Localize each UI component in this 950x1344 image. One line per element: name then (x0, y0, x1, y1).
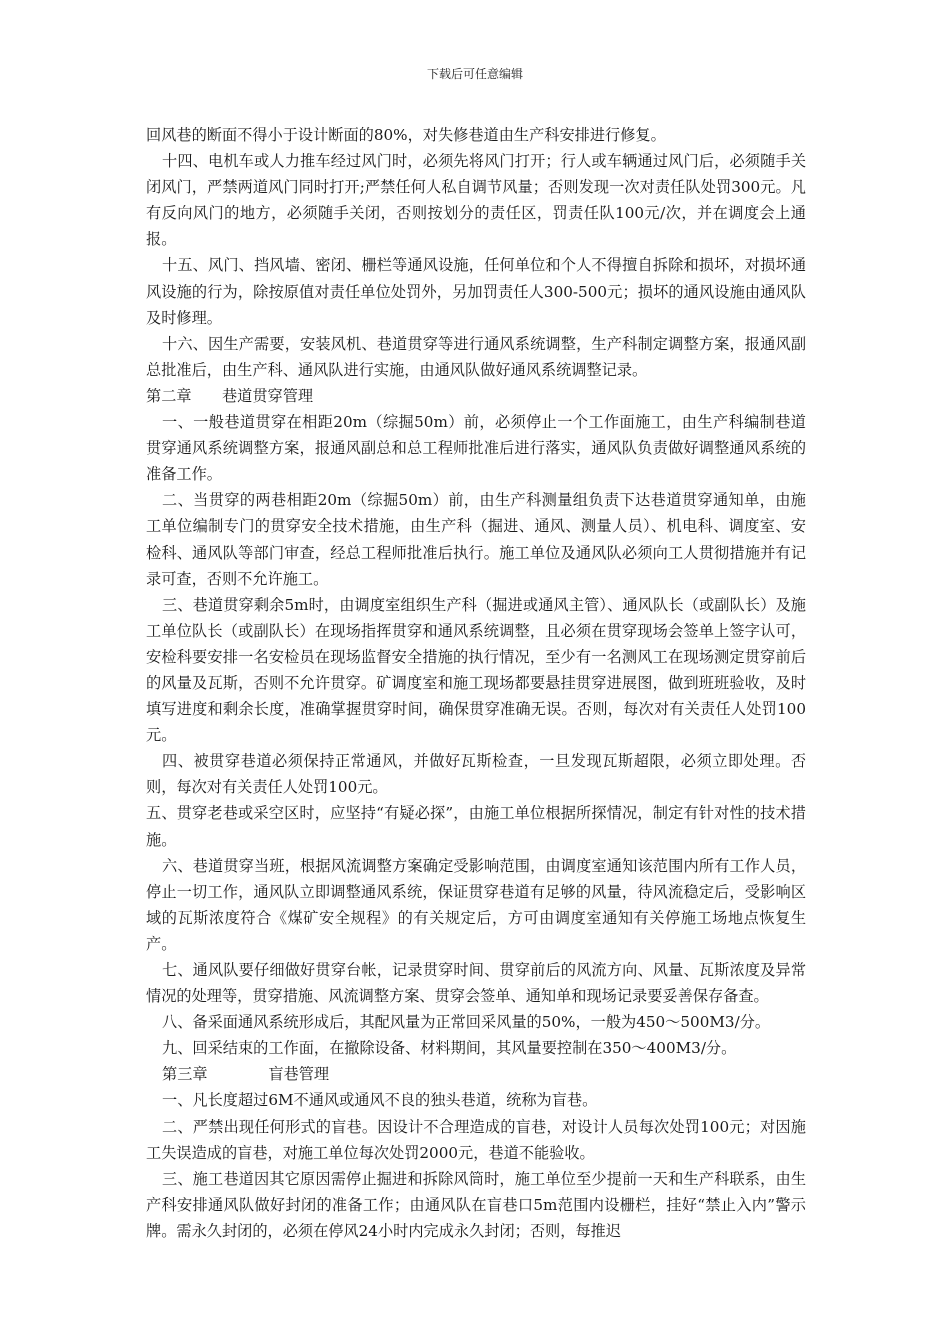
paragraph-ch3-item-3: 三、施工巷道因其它原因需停止掘进和拆除风筒时，施工单位至少提前一天和生产科联系，由生产科安排通风队做好封闭的准备工作；由通风队在盲巷口5m范围内设栅栏，挂好“禁止入内”警示牌。需永久封闭的，必须在停风24小时内完成永久封闭；否则，每推迟 (146, 1169, 806, 1240)
paragraph-ch2-item-3: 三、巷道贯穿剩余5m时，由调度室组织生产科（掘进或通风主管）、通风队长（或副队长）及施工单位队长（或副队长）在现场指挥贯穿和通风系统调整，且必须在贯穿现场会签单上签字认可，安检科要安排一名安检员在现场监督安全措施的执行情况，至少有一名测风工在现场测定贯穿前后的风量及瓦斯，否则不允许贯穿。矿调度室和施工现场都要悬挂贯穿进展图，做到班班验收，及时填写进度和剩余长度，准确掌握贯穿时间，确保贯穿准确无误。否则，每次对有关责任人处罚100元。 (146, 595, 806, 745)
paragraph-ch2-item-6: 六、巷道贯穿当班，根据风流调整方案确定受影响范围，由调度室通知该范围内所有工作人员，停止一切工作，通风队立即调整通风系统，保证贯穿巷道有足够的风量，待风流稳定后，受影响区域的瓦斯浓度符合《煤矿安全规程》的有关规定后，方可由调度室通知有关停施工场地点恢复生产。 (146, 856, 806, 953)
paragraph-ch2-item-5: 五、贯穿老巷或采空区时，应坚持“有疑必探”，由施工单位根据所探情况，制定有针对性的技术措施。 (146, 804, 806, 849)
paragraph-ch2-item-9: 九、回采结束的工作面，在撤除设备、材料期间，其风量要控制在350～400M3/分。 (162, 1039, 737, 1058)
paragraph-article-14: 十四、电机车或人力推车经过风门时，必须先将风门打开；行人或车辆通过风门后，必须随手关闭风门，严禁两道风门同时打开;严禁任何人私自调节风量；否则发现一次对责任队处罚300元。凡有反向风门的地方，必须随手关闭，否则按划分的责任区，罚责任队100元/次，并在调度会上通报。 (146, 152, 806, 249)
paragraph: 回风巷的断面不得小于设计断面的80%，对失修巷道由生产科安排进行修复。 (146, 126, 666, 144)
paragraph-ch3-item-2: 二、严禁出现任何形式的盲巷。因设计不合理造成的盲巷，对设计人员每次处罚100元；对因施工失误造成的盲巷，对施工单位每次处罚2000元，巷道不能验收。 (146, 1117, 806, 1162)
paragraph-ch2-item-8: 八、备采面通风系统形成后，其配风量为正常回采风量的50%，一般为450～500M3/分。 (162, 1013, 771, 1032)
page-header: 下载后可任意编辑 (426, 67, 523, 81)
chapter-heading-2: 第二章 巷道贯穿管理 (146, 386, 314, 405)
document-body (146, 122, 806, 1244)
paragraph-ch2-item-7: 七、通风队要仔细做好贯穿台帐，记录贯穿时间、贯穿前后的风流方向、风量、瓦斯浓度及异常情况的处理等，贯穿措施、风流调整方案、贯穿会签单、通知单和现场记录要妥善保存备查。 (146, 961, 806, 1006)
paragraph-ch2-item-2: 二、当贯穿的两巷相距20m（综掘50m）前，由生产科测量组负责下达巷道贯穿通知单，由施工单位编制专门的贯穿安全技术措施，由生产科（掘进、通风、测量人员）、机电科、调度室、安检科、通风队等部门审查，经总工程师批准后执行。施工单位及通风队必须向工人贯彻措施并有记录可查，否则不允许施工。 (146, 491, 806, 588)
paragraph-ch3-item-1: 一、凡长度超过6M不通风或通风不良的独头巷道，统称为盲巷。 (162, 1091, 598, 1110)
paragraph-ch2-item-4: 四、被贯穿巷道必须保持正常通风，并做好瓦斯检查，一旦发现瓦斯超限，必须立即处理。否则，每次对有关责任人处罚100元。 (146, 752, 806, 797)
paragraph-article-16: 十六、因生产需要，安装风机、巷道贯穿等进行通风系统调整，生产科制定调整方案，报通风副总批准后，由生产科、通风队进行实施，由通风队做好通风系统调整记录。 (146, 334, 806, 379)
paragraph-article-15: 十五、风门、挡风墙、密闭、栅栏等通风设施，任何单位和个人不得擅自拆除和损坏，对损坏通风设施的行为，除按原值对责任单位处罚外，另加罚责任人300-500元；损坏的通风设施由通风队及时修理。 (146, 256, 806, 327)
chapter-heading-3: 第三章 盲巷管理 (162, 1065, 330, 1084)
paragraph-ch2-item-1: 一、一般巷道贯穿在相距20m（综掘50m）前，必须停止一个工作面施工，由生产科编制巷道贯穿通风系统调整方案，报通风副总和总工程师批准后进行落实，通风队负责做好调整通风系统的准备工作。 (146, 413, 806, 484)
